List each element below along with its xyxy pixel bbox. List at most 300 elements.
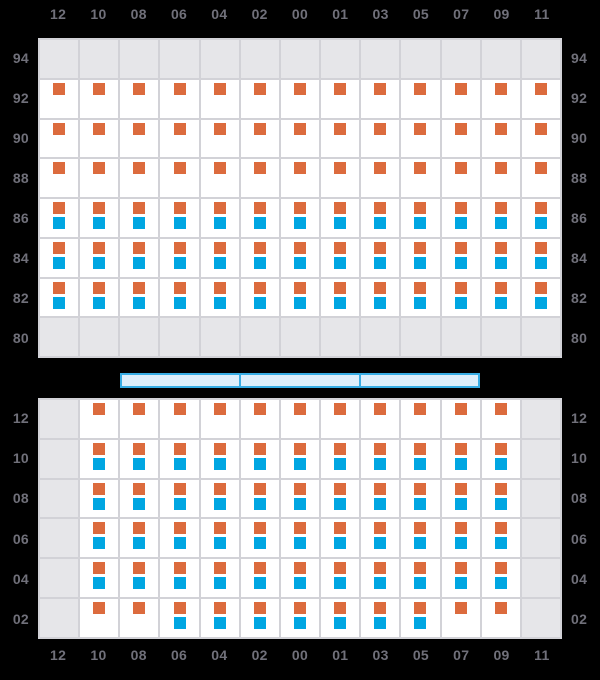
orange-square-marker xyxy=(214,483,226,495)
orange-square-marker xyxy=(254,202,266,214)
orange-square-marker xyxy=(455,242,467,254)
scrollbar-segment-1[interactable] xyxy=(122,375,239,386)
blue-square-marker xyxy=(535,297,547,309)
column-label: 07 xyxy=(453,6,470,22)
data-cell xyxy=(281,599,319,637)
orange-square-marker xyxy=(414,202,426,214)
orange-square-marker xyxy=(254,242,266,254)
empty-cell xyxy=(241,40,279,78)
empty-cell xyxy=(40,40,78,78)
data-cell xyxy=(281,279,319,317)
orange-square-marker xyxy=(174,83,186,95)
data-cell xyxy=(201,400,239,438)
data-cell xyxy=(442,120,480,158)
data-cell xyxy=(442,440,480,478)
scrollbar-segment-3[interactable] xyxy=(359,375,478,386)
orange-square-marker xyxy=(414,83,426,95)
data-cell xyxy=(281,80,319,118)
data-cell xyxy=(40,159,78,197)
orange-square-marker xyxy=(374,83,386,95)
data-cell xyxy=(321,440,359,478)
data-cell xyxy=(281,480,319,518)
orange-square-marker xyxy=(495,202,507,214)
row-label: 84 xyxy=(571,250,588,266)
data-cell xyxy=(361,239,399,277)
data-cell xyxy=(241,159,279,197)
empty-cell xyxy=(40,599,78,637)
data-cell xyxy=(160,400,198,438)
data-cell xyxy=(80,199,118,237)
row-label: 08 xyxy=(571,490,588,507)
data-cell xyxy=(321,599,359,637)
blue-square-marker xyxy=(294,458,306,470)
blue-square-marker xyxy=(455,297,467,309)
orange-square-marker xyxy=(374,602,386,614)
row-label: 88 xyxy=(12,170,29,186)
orange-square-marker xyxy=(334,123,346,135)
empty-cell xyxy=(442,40,480,78)
data-cell xyxy=(160,239,198,277)
data-cell xyxy=(80,440,118,478)
orange-square-marker xyxy=(93,162,105,174)
orange-square-marker xyxy=(214,522,226,534)
blue-square-marker xyxy=(455,498,467,510)
orange-square-marker xyxy=(254,602,266,614)
top-column-axis xyxy=(38,0,562,28)
orange-square-marker xyxy=(334,162,346,174)
orange-square-marker xyxy=(414,522,426,534)
orange-square-marker xyxy=(414,162,426,174)
empty-cell xyxy=(120,318,158,356)
data-cell xyxy=(80,400,118,438)
empty-cell xyxy=(201,40,239,78)
orange-square-marker xyxy=(174,483,186,495)
empty-cell xyxy=(522,40,560,78)
data-cell xyxy=(401,239,439,277)
bottom-panel-right-axis xyxy=(564,398,600,639)
data-cell xyxy=(442,279,480,317)
row-label: 08 xyxy=(12,490,29,507)
data-cell xyxy=(522,120,560,158)
data-cell xyxy=(201,120,239,158)
data-cell xyxy=(160,480,198,518)
row-label: 94 xyxy=(571,50,588,66)
orange-square-marker xyxy=(214,162,226,174)
blue-square-marker xyxy=(414,537,426,549)
orange-square-marker xyxy=(254,403,266,415)
data-cell xyxy=(160,80,198,118)
data-cell xyxy=(120,480,158,518)
orange-square-marker xyxy=(455,443,467,455)
data-cell xyxy=(361,159,399,197)
orange-square-marker xyxy=(214,83,226,95)
orange-square-marker xyxy=(495,83,507,95)
orange-square-marker xyxy=(254,123,266,135)
empty-cell xyxy=(522,440,560,478)
column-label: 01 xyxy=(332,647,349,663)
data-cell xyxy=(80,159,118,197)
blue-square-marker xyxy=(374,537,386,549)
data-cell xyxy=(442,239,480,277)
row-label: 02 xyxy=(12,610,29,627)
orange-square-marker xyxy=(133,162,145,174)
column-label: 08 xyxy=(130,647,147,663)
row-label: 94 xyxy=(12,50,29,66)
orange-square-marker xyxy=(334,522,346,534)
blue-square-marker xyxy=(93,217,105,229)
blue-square-marker xyxy=(414,498,426,510)
orange-square-marker xyxy=(133,522,145,534)
data-cell xyxy=(201,599,239,637)
orange-square-marker xyxy=(334,483,346,495)
data-cell xyxy=(40,279,78,317)
data-cell xyxy=(120,159,158,197)
orange-square-marker xyxy=(53,83,65,95)
blue-square-marker xyxy=(294,217,306,229)
row-label: 80 xyxy=(571,330,588,346)
empty-cell xyxy=(160,40,198,78)
column-label: 04 xyxy=(211,647,228,663)
empty-cell xyxy=(40,400,78,438)
data-cell xyxy=(321,159,359,197)
orange-square-marker xyxy=(455,83,467,95)
empty-cell xyxy=(482,40,520,78)
data-cell xyxy=(201,199,239,237)
blue-square-marker xyxy=(133,217,145,229)
data-cell xyxy=(281,559,319,597)
blue-square-marker xyxy=(53,297,65,309)
blue-square-marker xyxy=(334,577,346,589)
row-label: 88 xyxy=(571,170,588,186)
orange-square-marker xyxy=(535,242,547,254)
data-cell xyxy=(120,120,158,158)
empty-cell xyxy=(160,318,198,356)
blue-square-marker xyxy=(133,498,145,510)
orange-square-marker xyxy=(374,562,386,574)
data-cell xyxy=(241,199,279,237)
data-cell xyxy=(241,120,279,158)
orange-square-marker xyxy=(294,443,306,455)
orange-square-marker xyxy=(133,443,145,455)
row-label: 10 xyxy=(12,450,29,467)
data-cell xyxy=(40,199,78,237)
blue-square-marker xyxy=(374,297,386,309)
orange-square-marker xyxy=(214,242,226,254)
orange-square-marker xyxy=(93,123,105,135)
data-cell xyxy=(361,599,399,637)
orange-square-marker xyxy=(294,282,306,294)
orange-square-marker xyxy=(93,562,105,574)
empty-cell xyxy=(522,599,560,637)
blue-square-marker xyxy=(133,458,145,470)
blue-square-marker xyxy=(214,257,226,269)
data-cell xyxy=(80,519,118,557)
data-cell xyxy=(442,159,480,197)
data-cell xyxy=(522,239,560,277)
orange-square-marker xyxy=(133,562,145,574)
blue-square-marker xyxy=(414,577,426,589)
data-cell xyxy=(522,279,560,317)
data-cell xyxy=(401,279,439,317)
blue-square-marker xyxy=(294,498,306,510)
blue-square-marker xyxy=(214,577,226,589)
empty-cell xyxy=(401,318,439,356)
blue-square-marker xyxy=(93,458,105,470)
column-label: 12 xyxy=(50,647,67,663)
data-cell xyxy=(241,80,279,118)
data-cell xyxy=(120,239,158,277)
orange-square-marker xyxy=(334,562,346,574)
orange-square-marker xyxy=(495,483,507,495)
orange-square-marker xyxy=(374,282,386,294)
row-label: 92 xyxy=(12,90,29,106)
orange-square-marker xyxy=(214,602,226,614)
empty-cell xyxy=(40,440,78,478)
empty-cell xyxy=(120,40,158,78)
row-label: 02 xyxy=(571,610,588,627)
orange-square-marker xyxy=(455,282,467,294)
data-cell xyxy=(281,199,319,237)
data-cell xyxy=(80,559,118,597)
orange-square-marker xyxy=(254,483,266,495)
row-label: 10 xyxy=(571,450,588,467)
data-cell xyxy=(80,120,118,158)
column-label: 07 xyxy=(453,647,470,663)
blue-square-marker xyxy=(53,217,65,229)
data-cell xyxy=(40,80,78,118)
data-cell xyxy=(442,519,480,557)
orange-square-marker xyxy=(495,403,507,415)
column-label: 12 xyxy=(50,6,67,22)
orange-square-marker xyxy=(174,242,186,254)
empty-cell xyxy=(241,318,279,356)
orange-square-marker xyxy=(93,242,105,254)
blue-square-marker xyxy=(374,257,386,269)
column-label: 11 xyxy=(534,6,550,22)
data-cell xyxy=(482,159,520,197)
data-cell xyxy=(281,440,319,478)
column-label: 02 xyxy=(251,647,268,663)
orange-square-marker xyxy=(455,123,467,135)
blue-square-marker xyxy=(93,577,105,589)
orange-square-marker xyxy=(294,562,306,574)
orange-square-marker xyxy=(374,242,386,254)
data-cell xyxy=(201,279,239,317)
blue-square-marker xyxy=(294,537,306,549)
data-cell xyxy=(40,239,78,277)
orange-square-marker xyxy=(294,242,306,254)
bottom-column-axis xyxy=(38,643,562,667)
blue-square-marker xyxy=(334,537,346,549)
data-cell xyxy=(482,599,520,637)
blue-square-marker xyxy=(495,297,507,309)
orange-square-marker xyxy=(93,403,105,415)
orange-square-marker xyxy=(294,403,306,415)
orange-square-marker xyxy=(374,522,386,534)
row-label: 06 xyxy=(571,530,588,547)
data-cell xyxy=(160,519,198,557)
row-label: 12 xyxy=(12,410,29,427)
orange-square-marker xyxy=(174,123,186,135)
empty-cell xyxy=(482,318,520,356)
data-cell xyxy=(160,199,198,237)
data-cell xyxy=(241,599,279,637)
blue-square-marker xyxy=(414,458,426,470)
orange-square-marker xyxy=(414,282,426,294)
data-cell xyxy=(201,239,239,277)
orange-square-marker xyxy=(254,443,266,455)
blue-square-marker xyxy=(214,498,226,510)
blue-square-marker xyxy=(254,498,266,510)
orange-square-marker xyxy=(294,202,306,214)
blue-square-marker xyxy=(334,217,346,229)
blue-square-marker xyxy=(174,257,186,269)
data-cell xyxy=(442,480,480,518)
orange-square-marker xyxy=(133,202,145,214)
orange-square-marker xyxy=(455,562,467,574)
orange-square-marker xyxy=(53,162,65,174)
orange-square-marker xyxy=(294,483,306,495)
blue-square-marker xyxy=(93,537,105,549)
empty-cell xyxy=(522,519,560,557)
empty-cell xyxy=(522,480,560,518)
column-label: 00 xyxy=(291,6,309,22)
data-cell xyxy=(361,559,399,597)
data-cell xyxy=(160,159,198,197)
data-cell xyxy=(241,559,279,597)
data-cell xyxy=(321,120,359,158)
data-cell xyxy=(241,239,279,277)
data-cell xyxy=(401,120,439,158)
data-cell xyxy=(80,480,118,518)
orange-square-marker xyxy=(294,602,306,614)
column-label: 06 xyxy=(170,647,188,663)
orange-square-marker xyxy=(334,83,346,95)
orange-square-marker xyxy=(374,202,386,214)
orange-square-marker xyxy=(414,443,426,455)
blue-square-marker xyxy=(93,257,105,269)
orange-square-marker xyxy=(133,282,145,294)
orange-square-marker xyxy=(174,562,186,574)
data-cell xyxy=(120,279,158,317)
orange-square-marker xyxy=(133,242,145,254)
data-cell xyxy=(401,559,439,597)
data-cell xyxy=(482,239,520,277)
data-cell xyxy=(160,599,198,637)
orange-square-marker xyxy=(495,282,507,294)
orange-square-marker xyxy=(414,562,426,574)
top-availability-grid xyxy=(38,38,562,358)
range-scrollbar[interactable] xyxy=(120,373,480,388)
blue-square-marker xyxy=(294,617,306,629)
blue-square-marker xyxy=(334,458,346,470)
orange-square-marker xyxy=(535,123,547,135)
empty-cell xyxy=(522,559,560,597)
orange-square-marker xyxy=(93,83,105,95)
blue-square-marker xyxy=(254,217,266,229)
data-cell xyxy=(482,279,520,317)
data-cell xyxy=(361,199,399,237)
data-cell xyxy=(361,120,399,158)
data-cell xyxy=(482,80,520,118)
orange-square-marker xyxy=(93,522,105,534)
row-label: 04 xyxy=(571,570,588,587)
blue-square-marker xyxy=(214,617,226,629)
orange-square-marker xyxy=(174,522,186,534)
orange-square-marker xyxy=(495,443,507,455)
orange-square-marker xyxy=(93,443,105,455)
data-cell xyxy=(201,519,239,557)
data-cell xyxy=(401,599,439,637)
orange-square-marker xyxy=(495,602,507,614)
data-cell xyxy=(120,519,158,557)
data-cell xyxy=(80,279,118,317)
orange-square-marker xyxy=(535,83,547,95)
data-cell xyxy=(361,80,399,118)
data-cell xyxy=(241,519,279,557)
blue-square-marker xyxy=(254,537,266,549)
data-cell xyxy=(120,80,158,118)
column-label: 10 xyxy=(90,647,107,663)
blue-square-marker xyxy=(294,257,306,269)
data-cell xyxy=(401,440,439,478)
row-label: 90 xyxy=(12,130,29,146)
data-cell xyxy=(241,480,279,518)
orange-square-marker xyxy=(535,282,547,294)
blue-square-marker xyxy=(535,217,547,229)
scrollbar-segment-2[interactable] xyxy=(239,375,358,386)
orange-square-marker xyxy=(334,602,346,614)
row-label: 84 xyxy=(12,250,29,266)
blue-square-marker xyxy=(254,617,266,629)
data-cell xyxy=(522,199,560,237)
column-label: 03 xyxy=(372,6,389,22)
blue-square-marker xyxy=(374,217,386,229)
blue-square-marker xyxy=(455,257,467,269)
data-cell xyxy=(201,80,239,118)
orange-square-marker xyxy=(254,83,266,95)
data-cell xyxy=(442,599,480,637)
blue-square-marker xyxy=(334,617,346,629)
orange-square-marker xyxy=(495,522,507,534)
blue-square-marker xyxy=(535,257,547,269)
data-cell xyxy=(401,80,439,118)
orange-square-marker xyxy=(214,403,226,415)
data-cell xyxy=(321,400,359,438)
data-cell xyxy=(482,440,520,478)
blue-square-marker xyxy=(414,217,426,229)
top-panel-right-axis xyxy=(564,38,600,358)
column-label: 00 xyxy=(291,647,309,663)
empty-cell xyxy=(522,318,560,356)
orange-square-marker xyxy=(414,403,426,415)
blue-square-marker xyxy=(133,257,145,269)
row-label: 86 xyxy=(12,210,29,226)
blue-square-marker xyxy=(93,498,105,510)
orange-square-marker xyxy=(133,83,145,95)
data-cell xyxy=(120,440,158,478)
blue-square-marker xyxy=(214,217,226,229)
row-label: 12 xyxy=(571,410,588,427)
data-cell xyxy=(120,199,158,237)
data-cell xyxy=(241,400,279,438)
row-label: 90 xyxy=(571,130,588,146)
orange-square-marker xyxy=(414,242,426,254)
data-cell xyxy=(201,440,239,478)
orange-square-marker xyxy=(174,602,186,614)
orange-square-marker xyxy=(174,443,186,455)
orange-square-marker xyxy=(214,282,226,294)
